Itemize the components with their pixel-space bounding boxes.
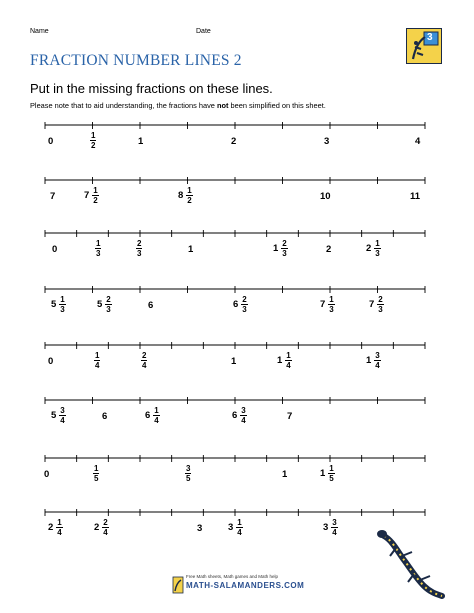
fraction-numerator: 2 [137, 239, 142, 248]
fraction [141, 351, 147, 370]
fraction [95, 239, 101, 258]
fraction-denominator: 3 [60, 305, 65, 314]
fraction-numerator: 1 [91, 131, 96, 140]
fraction-denominator: 5 [186, 474, 191, 483]
fraction-denominator: 4 [103, 528, 108, 537]
fraction-denominator: 3 [282, 249, 287, 258]
number-line-label [95, 239, 101, 258]
number-line-label [52, 244, 60, 255]
fraction-denominator: 4 [154, 416, 159, 425]
number-line-label [324, 136, 332, 147]
fraction-denominator: 2 [91, 141, 96, 150]
fraction-numerator: 3 [60, 406, 65, 415]
fraction-denominator: 4 [375, 361, 380, 370]
whole-number: 8 [178, 190, 184, 201]
number-line-label [410, 191, 423, 202]
number-line-label [320, 295, 335, 314]
fraction [331, 518, 337, 537]
fraction [186, 186, 192, 205]
fraction-numerator: 2 [103, 518, 108, 527]
fraction [374, 351, 380, 370]
number-line-label [233, 295, 248, 314]
fraction-numerator: 1 [329, 295, 334, 304]
fraction-numerator: 1 [237, 518, 242, 527]
fraction-denominator: 4 [60, 416, 65, 425]
fraction-numerator: 2 [142, 351, 147, 360]
number-line-label [197, 523, 205, 534]
whole-number: 1 [366, 355, 372, 366]
fraction-numerator: 1 [154, 406, 159, 415]
number-line-label [366, 239, 381, 258]
note-bold-text: not [216, 101, 229, 110]
number-line-label [136, 239, 142, 258]
whole-number: 1 [273, 243, 279, 254]
number-line-label [185, 464, 191, 483]
fraction-numerator: 2 [106, 295, 111, 304]
number-line-label [369, 295, 384, 314]
fraction [94, 351, 100, 370]
fraction-numerator: 3 [241, 406, 246, 415]
whole-number: 10 [320, 191, 331, 202]
fraction-denominator: 5 [329, 474, 334, 483]
whole-number: 6 [145, 410, 151, 421]
whole-number: 11 [410, 191, 421, 202]
footer-brand: MATH-SALAMANDERS.COM [186, 581, 305, 590]
fraction-numerator: 1 [375, 239, 380, 248]
fraction-denominator: 2 [187, 196, 192, 205]
whole-number: 3 [324, 136, 330, 147]
number-line-label [178, 186, 193, 205]
whole-number: 0 [48, 136, 54, 147]
number-line-label [50, 191, 58, 202]
logo-grade-text: 3 [427, 32, 433, 43]
fraction-numerator: 1 [94, 464, 99, 473]
fraction-numerator: 1 [57, 518, 62, 527]
fraction-denominator: 4 [95, 361, 100, 370]
whole-number: 7 [84, 190, 90, 201]
fraction-denominator: 4 [332, 528, 337, 537]
fraction-numerator: 1 [286, 351, 291, 360]
whole-number: 6 [233, 299, 239, 310]
number-line-label [48, 356, 56, 367]
whole-number: 2 [231, 136, 237, 147]
whole-number: 7 [320, 299, 326, 310]
number-line-label [141, 351, 147, 370]
whole-number: 7 [287, 411, 293, 422]
fraction-denominator: 3 [329, 305, 334, 314]
fraction-numerator: 3 [186, 464, 191, 473]
whole-number: 2 [326, 244, 332, 255]
whole-number: 6 [148, 300, 154, 311]
fraction-numerator: 2 [282, 239, 287, 248]
fraction [285, 351, 291, 370]
number-line-label [231, 136, 239, 147]
number-line-label [94, 518, 109, 537]
whole-number: 2 [94, 522, 100, 533]
number-line-label [90, 131, 96, 150]
number-line-label [415, 136, 423, 147]
fraction-numerator: 1 [96, 239, 101, 248]
fraction-denominator: 4 [57, 528, 62, 537]
fraction-numerator: 1 [187, 186, 192, 195]
number-line-label [44, 469, 52, 480]
whole-number: 5 [51, 299, 57, 310]
number-line-label [320, 191, 334, 202]
fraction-denominator: 3 [106, 305, 111, 314]
fraction [59, 406, 65, 425]
note-text-1: Please note that to aid understanding, the fractions have [30, 101, 217, 110]
fraction [241, 295, 247, 314]
fraction [185, 464, 191, 483]
number-line-label [51, 406, 66, 425]
number-line-label [323, 518, 338, 537]
number-line-label [320, 464, 335, 483]
number-line-label [188, 244, 196, 255]
fraction-numerator: 1 [93, 186, 98, 195]
whole-number: 5 [51, 410, 57, 421]
fraction-denominator: 3 [96, 249, 101, 258]
number-line-label [51, 295, 66, 314]
whole-number: 7 [50, 191, 56, 202]
fraction-denominator: 3 [242, 305, 247, 314]
fraction [93, 464, 99, 483]
fraction [56, 518, 62, 537]
fraction-denominator: 4 [237, 528, 242, 537]
number-line-label [282, 469, 290, 480]
number-line-label [48, 518, 63, 537]
fraction [136, 239, 142, 258]
fraction [153, 406, 159, 425]
name-label: Name [30, 28, 49, 35]
whole-number: 0 [52, 244, 58, 255]
whole-number: 7 [369, 299, 375, 310]
whole-number: 1 [138, 136, 144, 147]
fraction-numerator: 2 [242, 295, 247, 304]
fraction [90, 131, 96, 150]
fraction [92, 186, 98, 205]
fraction-denominator: 4 [241, 416, 246, 425]
number-line-label [326, 244, 334, 255]
whole-number: 1 [282, 469, 288, 480]
number-line-label [228, 518, 243, 537]
fraction [328, 295, 334, 314]
number-line-label [232, 406, 247, 425]
fraction [105, 295, 111, 314]
fraction-numerator: 1 [60, 295, 65, 304]
number-line-label [277, 351, 292, 370]
fraction [328, 464, 334, 483]
fraction-denominator: 3 [137, 249, 142, 258]
fraction-numerator: 3 [375, 351, 380, 360]
whole-number: 1 [320, 468, 326, 479]
fraction-denominator: 4 [286, 361, 291, 370]
fraction-numerator: 2 [378, 295, 383, 304]
number-line-label [138, 136, 146, 147]
number-line-label [366, 351, 381, 370]
fraction [377, 295, 383, 314]
footer-logo [172, 574, 305, 596]
whole-number: 0 [44, 469, 50, 480]
fraction-denominator: 4 [142, 361, 147, 370]
fraction [236, 518, 242, 537]
whole-number: 3 [197, 523, 203, 534]
whole-number: 2 [48, 522, 54, 533]
fraction [59, 295, 65, 314]
number-line-label [48, 136, 56, 147]
number-line-label [102, 411, 110, 422]
fraction-numerator: 1 [329, 464, 334, 473]
fraction [374, 239, 380, 258]
number-line-label [84, 186, 99, 205]
page-title: FRACTION NUMBER LINES 2 [30, 52, 242, 69]
fraction-denominator: 3 [378, 305, 383, 314]
whole-number: 6 [102, 411, 108, 422]
fraction-numerator: 1 [95, 351, 100, 360]
fraction-denominator: 5 [94, 474, 99, 483]
whole-number: 6 [232, 410, 238, 421]
fraction [240, 406, 246, 425]
footer-tagline: Free Math sheets, Math games and Math help [186, 574, 279, 579]
number-line-label [273, 239, 288, 258]
number-line-label [94, 351, 100, 370]
fraction [102, 518, 108, 537]
fraction [281, 239, 287, 258]
fraction-numerator: 3 [332, 518, 337, 527]
whole-number: 0 [48, 356, 54, 367]
date-label: Date [196, 28, 211, 35]
fraction-denominator: 2 [93, 196, 98, 205]
number-line-label [145, 406, 160, 425]
whole-number: 1 [231, 356, 237, 367]
whole-number: 5 [97, 299, 103, 310]
whole-number: 3 [228, 522, 234, 533]
whole-number: 2 [366, 243, 372, 254]
fraction-denominator: 3 [375, 249, 380, 258]
number-line-label [97, 295, 112, 314]
whole-number: 4 [415, 136, 421, 147]
number-line-label [93, 464, 99, 483]
number-line-label [231, 356, 239, 367]
number-line-label [287, 411, 295, 422]
whole-number: 3 [323, 522, 329, 533]
number-line-label [148, 300, 156, 311]
note-text-2: been simplified on this sheet. [228, 101, 326, 110]
instructions-heading: Put in the missing fractions on these lines. [30, 81, 273, 96]
whole-number: 1 [277, 355, 283, 366]
whole-number: 1 [188, 244, 194, 255]
